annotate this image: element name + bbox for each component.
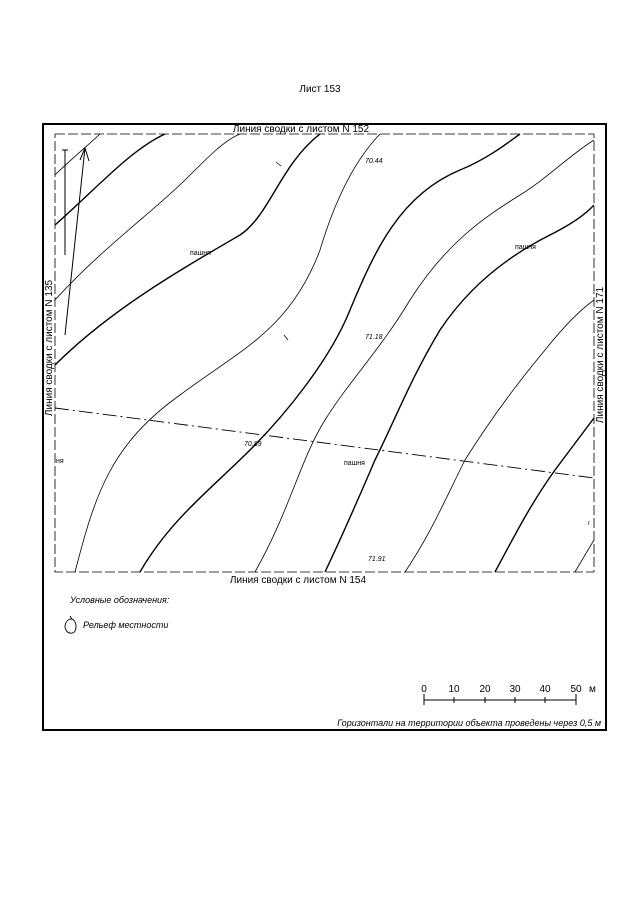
contour-line xyxy=(325,205,594,572)
elevation-label: 71.18 xyxy=(365,334,383,341)
contour-lines xyxy=(55,134,594,572)
edge-label-bottom: Линия сводки с листом N 154 xyxy=(229,575,367,586)
contour-line xyxy=(55,134,240,300)
contour-tick xyxy=(284,335,288,340)
contour-line xyxy=(140,134,520,572)
land-label-pashnya: пашня xyxy=(515,244,536,251)
contour-line xyxy=(55,134,320,365)
contour-interval-note: Горизонтали на территории объекта проведены через 0,5 м xyxy=(337,718,601,728)
sheet-title: Лист 153 xyxy=(299,84,341,95)
scale-tick-label: 20 xyxy=(479,684,491,695)
contour-line xyxy=(55,134,100,175)
land-label-pashnya: пашня xyxy=(190,250,211,257)
scale-tick-label: 0 xyxy=(421,684,427,695)
elevation-label: 70.44 xyxy=(365,158,383,165)
relief-icon xyxy=(65,616,76,633)
edge-label-right: Линия сводки с листом N 171 xyxy=(595,286,606,424)
contour-line xyxy=(75,134,380,572)
contour-line xyxy=(495,418,594,572)
land-label-fragment: ня xyxy=(56,458,64,465)
scale-tick-label: 10 xyxy=(448,684,460,695)
north-arrow-icon xyxy=(62,148,89,335)
small-label: г xyxy=(588,521,591,527)
elevation-label: 70.89 xyxy=(244,441,262,448)
edge-label-top: Линия сводки с листом N 152 xyxy=(232,124,370,135)
land-label-pashnya: пашня xyxy=(344,460,365,467)
contour-line xyxy=(255,140,594,572)
survey-line xyxy=(55,408,594,478)
contour-line xyxy=(575,540,594,572)
elevation-label: 71.91 xyxy=(368,556,386,563)
scale-tick-label: 30 xyxy=(509,684,521,695)
legend-title: Условные обозначения: xyxy=(70,595,170,605)
scale-tick-label: 40 xyxy=(539,684,551,695)
edge-label-left: Линия сводки с листом N 135 xyxy=(44,279,55,417)
scale-unit: м xyxy=(589,684,596,695)
scale-bar xyxy=(424,694,576,705)
scale-tick-label: 50 xyxy=(570,684,582,695)
legend-item-relief: Рельеф местности xyxy=(83,620,169,630)
contour-tick xyxy=(276,162,281,166)
contour-line xyxy=(55,134,165,225)
